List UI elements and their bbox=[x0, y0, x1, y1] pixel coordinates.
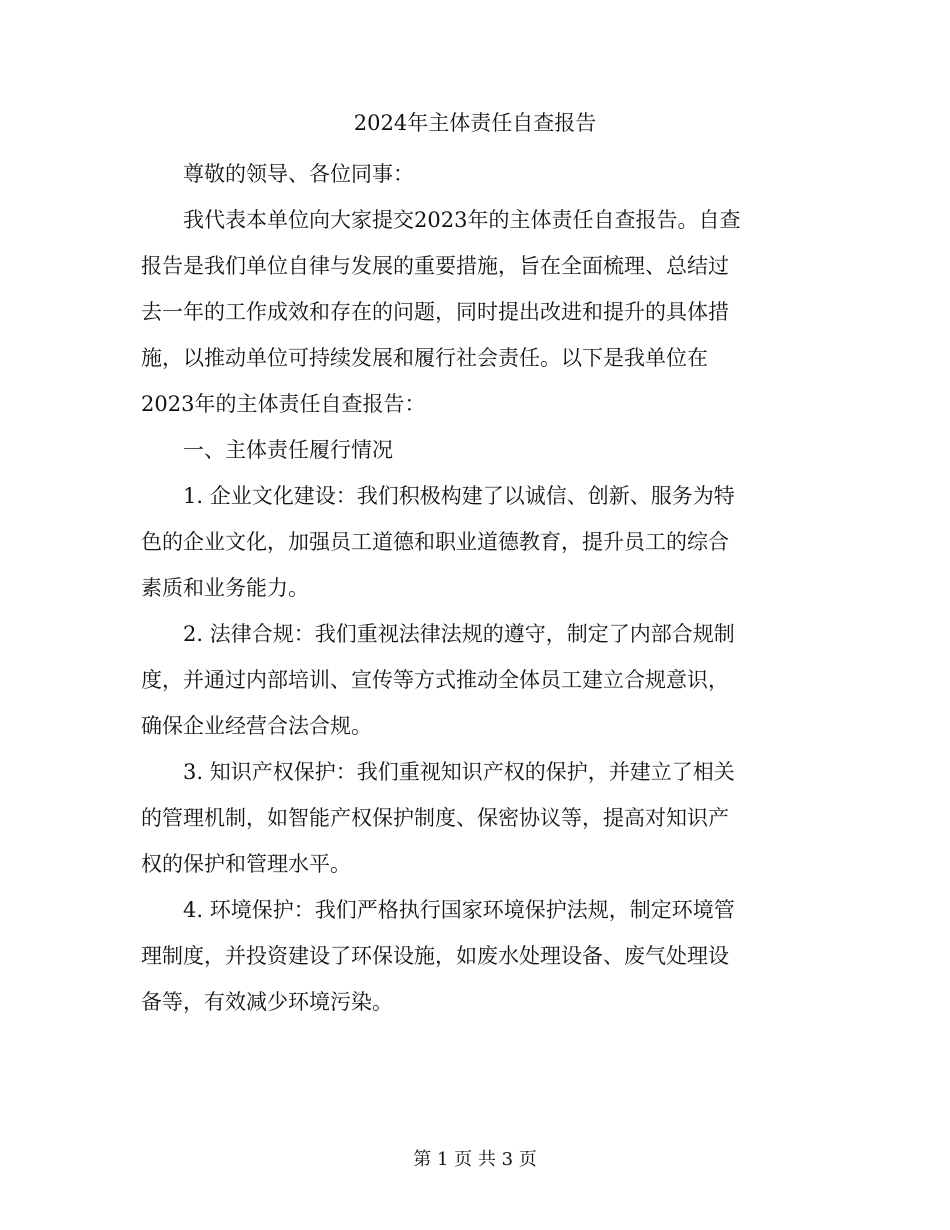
item-paragraph-1 bbox=[141, 473, 809, 611]
document-body bbox=[141, 151, 809, 1025]
text-line: 4. 环境保护：我们严格执行国家环境保护法规，制定环境管 bbox=[183, 898, 735, 922]
text-line: 1. 企业文化建设：我们积极构建了以诚信、创新、服务为特 bbox=[183, 484, 735, 508]
text-line: 度，并通过内部培训、宣传等方式推动全体员工建立合规意识， bbox=[141, 668, 729, 692]
text-line: 色的企业文化，加强员工道德和职业道德教育，提升员工的综合 bbox=[141, 530, 729, 554]
text-line: 的管理机制，如智能产权保护制度、保密协议等，提高对知识产 bbox=[141, 806, 729, 830]
text-line: 施，以推动单位可持续发展和履行社会责任。以下是我单位在 bbox=[141, 346, 708, 370]
text-line: 尊敬的领导、各位同事： bbox=[183, 162, 414, 186]
item-paragraph-4 bbox=[141, 887, 809, 1025]
text-line: 素质和业务能力。 bbox=[141, 576, 309, 600]
item-paragraph-3 bbox=[141, 749, 809, 887]
page-number-footer: 第 1 页 共 3 页 bbox=[413, 1149, 537, 1170]
text-line: 理制度，并投资建设了环保设施，如废水处理设备、废气处理设 bbox=[141, 944, 729, 968]
item-paragraph-2 bbox=[141, 611, 809, 749]
section-heading bbox=[141, 427, 809, 473]
document-title: 2024年主体责任自查报告 bbox=[353, 111, 597, 135]
text-line: 我代表本单位向大家提交2023年的主体责任自查报告。自查 bbox=[183, 208, 741, 232]
text-line: 一、主体责任履行情况 bbox=[183, 438, 393, 462]
greeting-paragraph bbox=[141, 151, 809, 197]
text-line: 3. 知识产权保护：我们重视知识产权的保护，并建立了相关 bbox=[183, 760, 735, 784]
text-line: 确保企业经营合法合规。 bbox=[141, 714, 372, 738]
text-line: 备等，有效减少环境污染。 bbox=[141, 990, 393, 1014]
intro-paragraph bbox=[141, 197, 809, 427]
text-line: 2. 法律合规：我们重视法律法规的遵守，制定了内部合规制 bbox=[183, 622, 735, 646]
text-line: 去一年的工作成效和存在的问题，同时提出改进和提升的具体措 bbox=[141, 300, 729, 324]
text-line: 2023年的主体责任自查报告： bbox=[141, 392, 426, 416]
text-line: 权的保护和管理水平。 bbox=[141, 852, 351, 876]
text-line: 报告是我们单位自律与发展的重要措施，旨在全面梳理、总结过 bbox=[141, 254, 729, 278]
